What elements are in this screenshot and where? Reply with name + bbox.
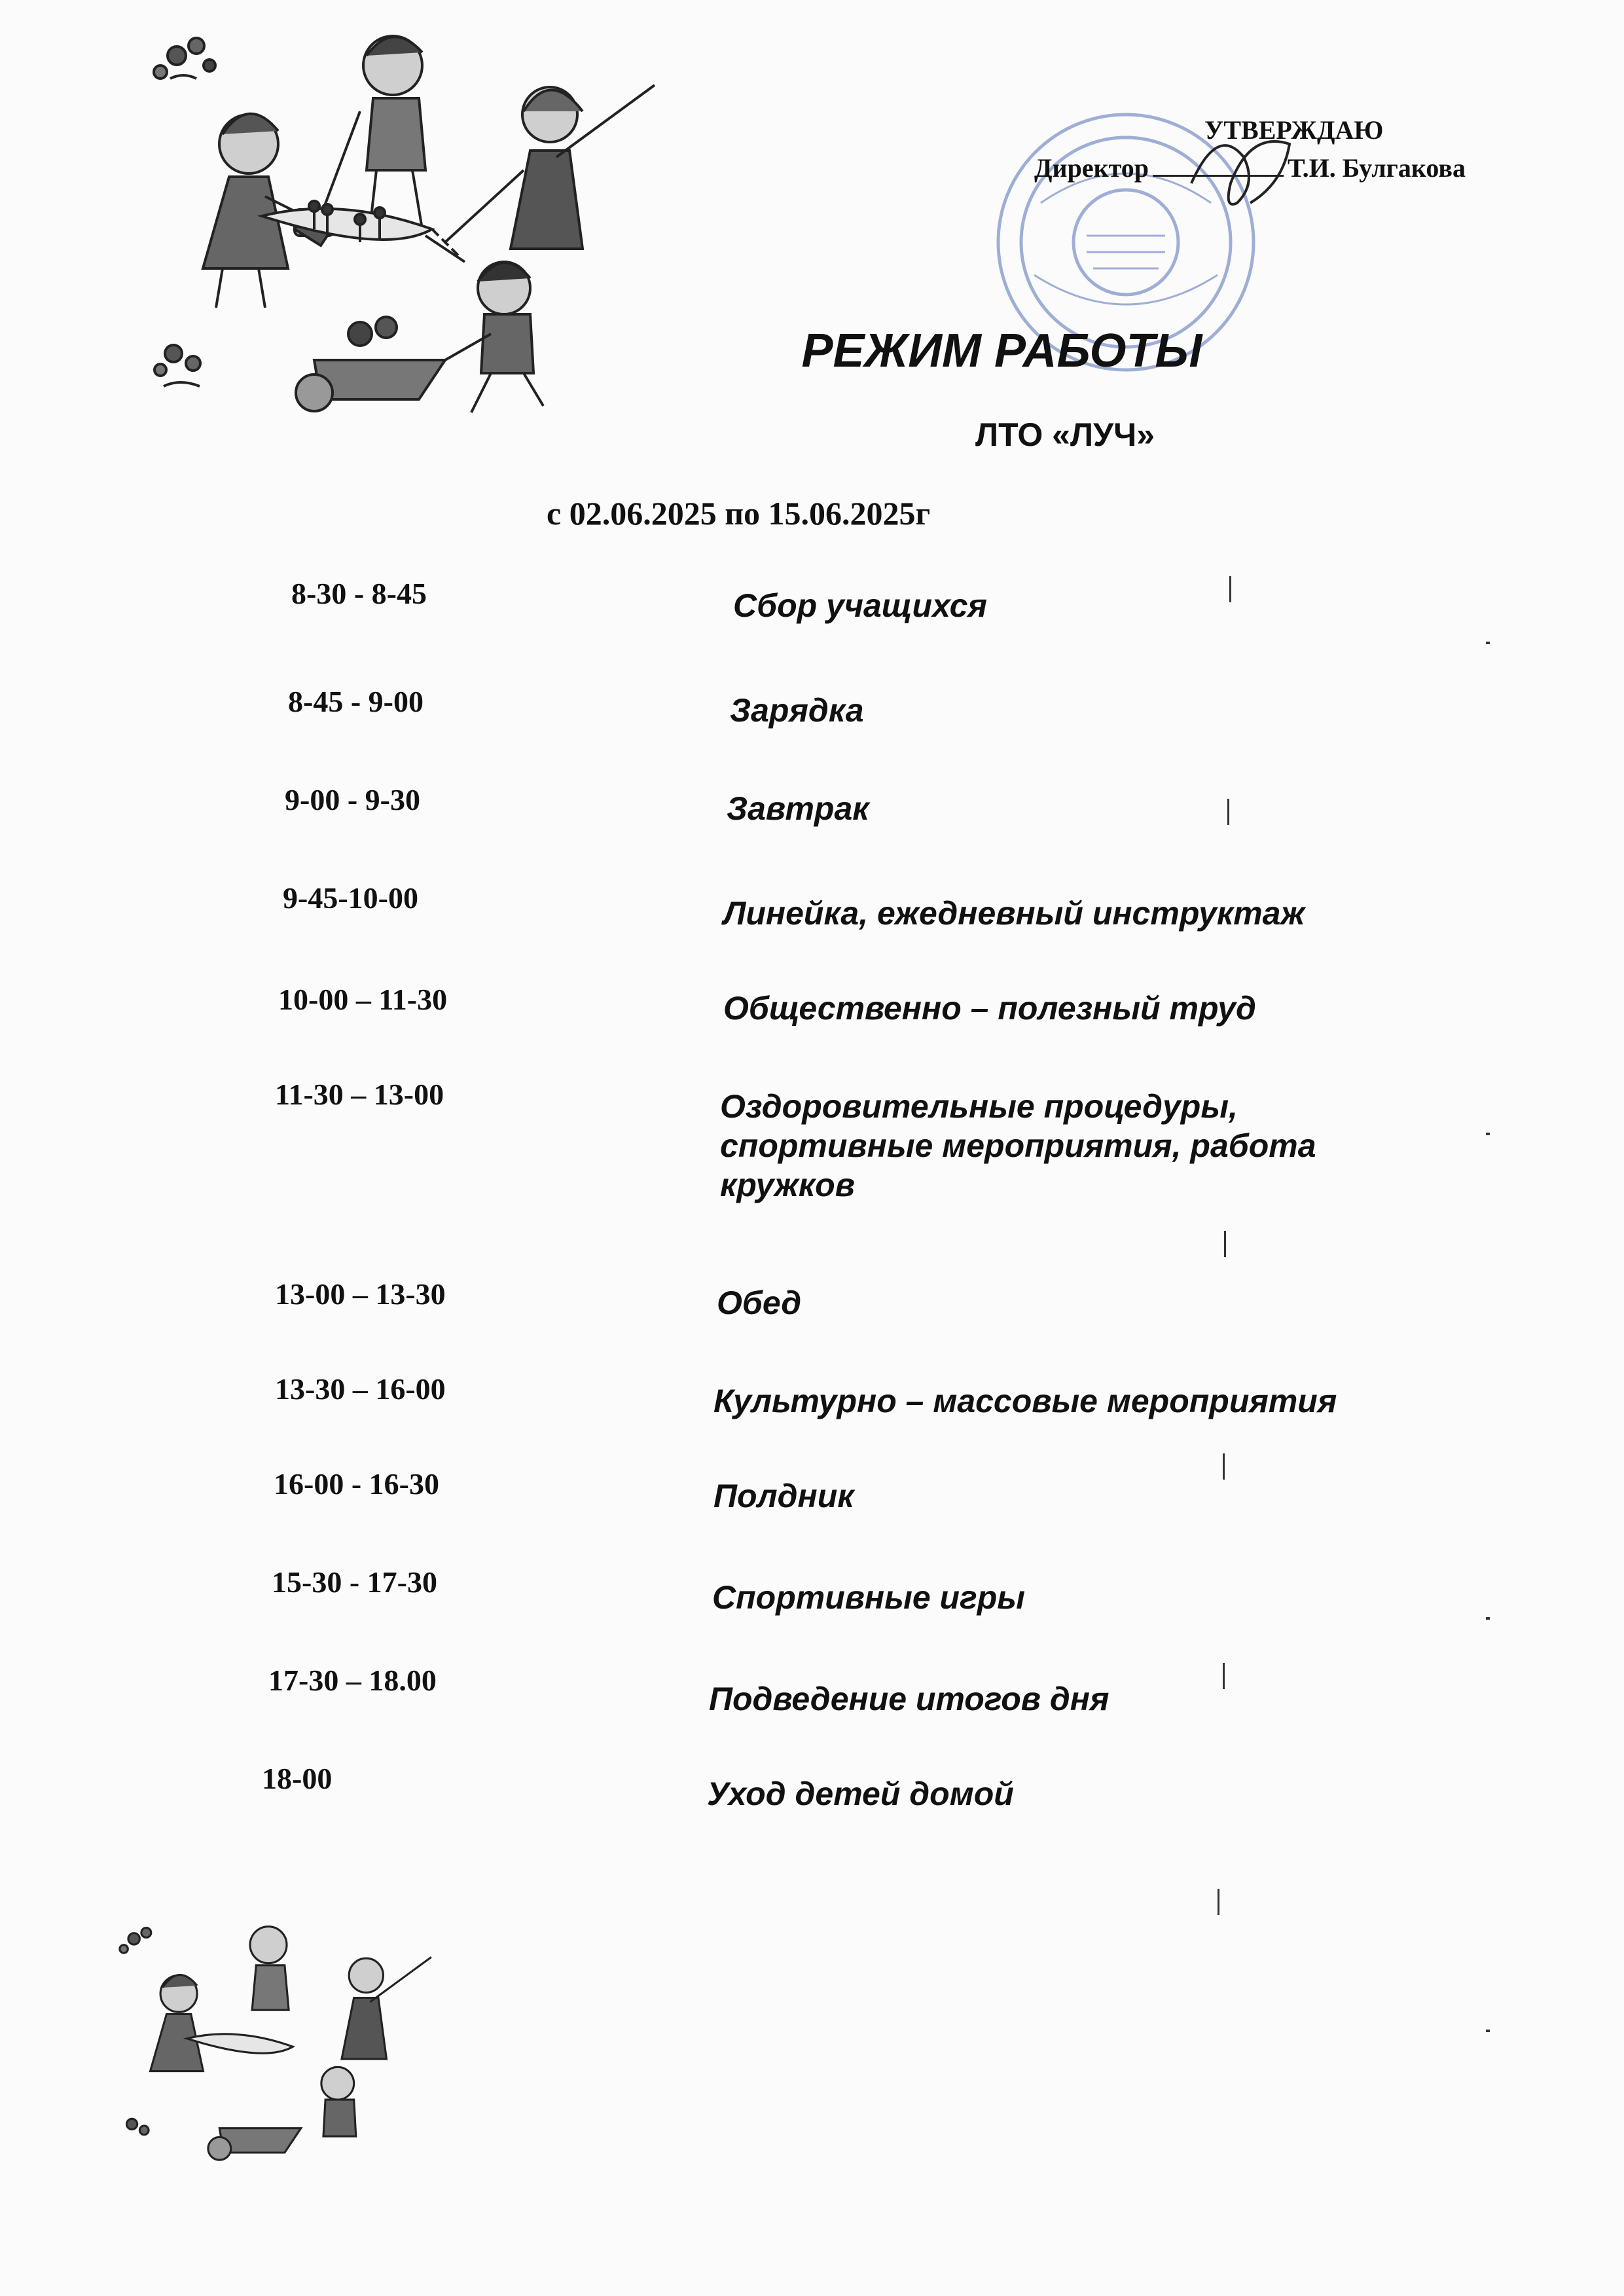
flower-cluster-icon xyxy=(154,38,215,79)
schedule-activity: Подведение итогов дня xyxy=(709,1681,1110,1717)
schedule-time: 9-00 - 9-30 xyxy=(285,783,420,816)
period: с 02.06.2025 по 15.06.2025г xyxy=(547,495,931,532)
schedule-time: 8-45 - 9-00 xyxy=(288,685,424,718)
schedule-activity: Общественно – полезный труд xyxy=(723,990,1256,1027)
schedule-time: 18-00 xyxy=(262,1762,333,1795)
approval-position: Директор xyxy=(1034,153,1149,183)
schedule-activity: Обед xyxy=(717,1285,802,1321)
children-gardening-illustration xyxy=(85,1912,452,2174)
page-title: РЕЖИМ РАБОТЫ xyxy=(801,325,1202,377)
schedule-time: 17-30 – 18.00 xyxy=(268,1664,437,1697)
schedule-activity: Оздоровительные процедуры, спортивные мероприятия, работа кружков xyxy=(720,1088,1316,1203)
approval-signature-line xyxy=(1034,153,1466,183)
schedule-activity: Культурно – массовые мероприятия xyxy=(713,1383,1337,1419)
approval-name: Т.И. Булгакова xyxy=(1287,153,1466,183)
schedule-activity: Зарядка xyxy=(730,692,864,729)
signature-underline xyxy=(1153,155,1284,177)
scan-marks xyxy=(1178,576,1506,2147)
schedule-time: 13-00 – 13-30 xyxy=(275,1277,446,1311)
schedule-time: 15-30 - 17-30 xyxy=(272,1565,437,1599)
flower-cluster-icon xyxy=(120,1928,151,1954)
schedule-time: 11-30 – 13-00 xyxy=(275,1078,444,1111)
schedule-time: 10-00 – 11-30 xyxy=(278,983,448,1016)
schedule-activity: Линейка, ежедневный инструктаж xyxy=(723,895,1305,932)
schedule-time: 13-30 – 16-00 xyxy=(275,1372,446,1406)
camp-name: ЛТО «ЛУЧ» xyxy=(975,416,1155,453)
schedule-activity: Спортивные игры xyxy=(712,1579,1026,1616)
schedule-activity: Уход детей домой xyxy=(707,1776,1014,1812)
flower-cluster-icon xyxy=(126,2119,149,2134)
schedule-activity: Завтрак xyxy=(727,790,869,827)
schedule-activity: Сбор учащихся xyxy=(733,587,987,624)
schedule-activity: Полдник xyxy=(713,1478,854,1514)
schedule-time: 16-00 - 16-30 xyxy=(274,1467,439,1501)
schedule-time: 9-45-10-00 xyxy=(283,881,418,915)
approval-title: УТВЕРЖДАЮ xyxy=(1204,115,1384,145)
schedule-time: 8-30 - 8-45 xyxy=(291,577,427,610)
